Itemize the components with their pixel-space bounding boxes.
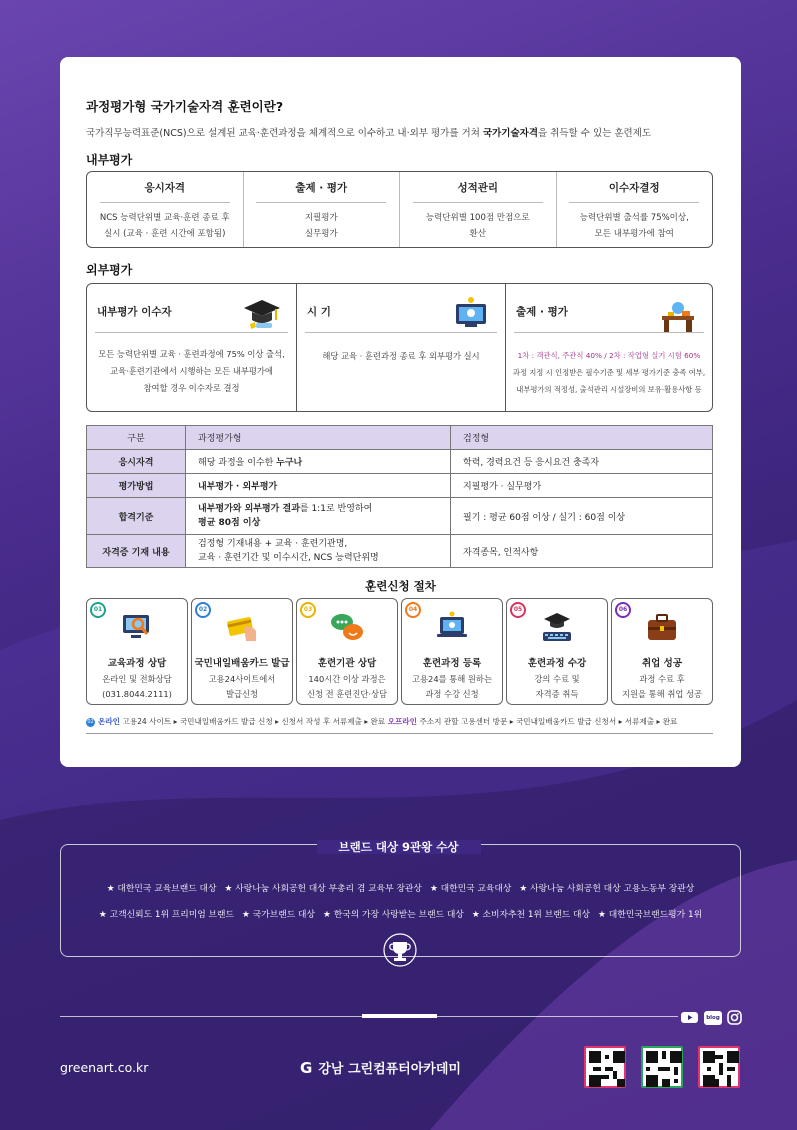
step-title: 취업 성공 <box>641 658 682 669</box>
academy-logo: G 강남 그린컴퓨터아카데미 <box>300 1059 461 1077</box>
internal-col-title: 이수자결정 <box>608 182 660 194</box>
internal-col <box>399 172 556 247</box>
qr-code-2 <box>641 1046 683 1088</box>
brand-title: 브랜드 대상 9관왕 수상 <box>0 836 797 855</box>
instagram-icon[interactable] <box>727 1009 742 1025</box>
award-item: ★ 고객신뢰도 1위 프리미엄 브랜드 <box>98 910 235 920</box>
website-url[interactable]: greenart.co.kr <box>60 1060 149 1075</box>
info-card <box>60 57 741 767</box>
step-number: 05 <box>510 602 526 618</box>
award-item: ★ 대한민국브랜드평가 1위 <box>598 910 703 920</box>
trophy-icon <box>382 932 418 968</box>
intro-text: 국가직무능력표준(NCS)으로 설계된 교육·훈련과정을 체계적으로 이수하고 내·외부 평가를 거쳐 국가기술자격을 취득할 수 있는 훈련제도 <box>86 128 652 139</box>
process-steps <box>86 598 713 705</box>
process-step <box>296 598 398 705</box>
step-desc: 자격증 취득 <box>535 689 579 699</box>
internal-col-title: 응시자격 <box>144 182 186 194</box>
process-step <box>191 598 293 705</box>
step-desc: (031.8044.2111) <box>102 689 172 699</box>
award-item: ★ 사랑나눔 사회공헌 대상 부총리 겸 교육부 장관상 <box>224 884 422 894</box>
process-heading: 훈련신청 절차 <box>365 579 436 593</box>
internal-col <box>243 172 400 247</box>
monitor-icon <box>451 294 491 334</box>
step-number: 04 <box>405 602 421 618</box>
youtube-icon[interactable] <box>681 1009 698 1025</box>
award-item: ★ 국가브랜드 대상 <box>242 910 316 920</box>
chat-icon <box>329 609 365 645</box>
search-monitor-icon <box>119 609 155 645</box>
internal-heading: 내부평가 <box>86 153 133 167</box>
process-step <box>506 598 608 705</box>
comparison-table <box>86 425 713 568</box>
step-title: 훈련과정 수강 <box>527 658 587 669</box>
external-heading: 외부평가 <box>86 263 133 277</box>
step-desc: 고용24사이트에서 <box>208 674 276 684</box>
divider <box>86 733 713 734</box>
qr-code-3 <box>698 1046 740 1088</box>
table-row: 자격증 기재 내용 검정형 기재내용 + 교육 · 훈련기관명, 교육 · 훈련기간 및 이수시간, NCS 능력단위명 자격종목, 인적사항 <box>87 535 713 568</box>
process-step <box>401 598 503 705</box>
award-item: ★ 소비자추천 1위 브랜드 대상 <box>471 910 591 920</box>
card-icon <box>224 609 260 645</box>
external-col-timing: 시 기 해당 교육 · 훈련과정 종료 후 외부평가 실시 <box>296 284 505 411</box>
table-row: 합격기준 내부평가와 외부평가 결과를 1:1로 반영하여 평균 80점 이상 필기 : 평균 60점 이상 / 실기 : 60점 이상 <box>87 498 713 535</box>
step-title: 교육과정 상담 <box>107 658 167 669</box>
award-item: ★ 대한민국 교육브랜드 대상 <box>106 884 217 894</box>
desk-icon <box>658 294 698 334</box>
laptop-icon <box>434 609 470 645</box>
step-number: 01 <box>90 602 106 618</box>
page-title: 과정평가형 국가기술자격 훈련이란? <box>86 99 284 114</box>
step-desc: 온라인 및 전화상담 <box>102 674 172 684</box>
qr-code-1-icon <box>589 1051 625 1087</box>
award-item: ★ 사랑나눔 사회공헌 대상 고용노동부 장관상 <box>519 884 695 894</box>
internal-col-title: 성적관리 <box>457 182 499 194</box>
step-title: 훈련과정 등록 <box>422 658 482 669</box>
step-desc: 140시간 이상 과정은 <box>308 674 386 684</box>
step-desc: 강의 수료 및 <box>534 674 580 684</box>
step-title: 국민내일배움카드 발급 <box>194 658 290 669</box>
step-desc: 과정 수강 신청 <box>425 689 479 699</box>
internal-col-line: 지필평가 <box>304 213 338 223</box>
qr-code-1 <box>584 1046 626 1088</box>
step-desc: 고용24를 통해 원하는 <box>412 674 492 684</box>
cap-keyboard-icon <box>539 609 575 645</box>
step-desc: 신청 전 훈련진단·상담 <box>306 689 388 699</box>
logo-g-icon: G <box>300 1059 313 1077</box>
awards-row-2 <box>60 907 741 920</box>
footer-divider-accent <box>362 1014 437 1018</box>
qr-code-3-icon <box>703 1051 739 1087</box>
external-col-grading: 출제 · 평가 1차 : 객관식, 주관식 40% / 2차 : 작업형 실기 시험 60% 과정 지정 시 인정받은 필수기준 및 세부 평가기준 충족 여부, 내부평가의 적정성, 출석관리 시설장비의 보유·활용사항 등 <box>505 284 712 411</box>
awards-row-1 <box>60 881 741 894</box>
table-row: 응시자격 해당 과정을 이수한 누구나 학력, 경력요건 등 응시요건 충족자 <box>87 450 713 474</box>
internal-eval-box <box>86 171 713 248</box>
table-row: 평가방법 내부평가 · 외부평가 지필평가 · 실무평가 <box>87 474 713 498</box>
internal-col-line: 실시 (교육 · 훈련 시간에 포함됨) <box>104 229 226 239</box>
step-desc: 발급신청 <box>225 689 259 699</box>
internal-col-line: 모든 내부평가에 참여 <box>594 229 674 239</box>
internal-col <box>87 172 243 247</box>
internal-col-line: 능력단위별 100점 만점으로 <box>425 213 530 223</box>
internal-col-title: 출제 · 평가 <box>295 182 348 194</box>
step-number: 02 <box>195 602 211 618</box>
internal-col-line: 실무평가 <box>304 229 338 239</box>
table-header-row: 구분 과정평가형 검정형 <box>87 426 713 450</box>
process-step <box>86 598 188 705</box>
award-item: ★ 대한민국 교육대상 <box>429 884 512 894</box>
internal-col-line: 환산 <box>469 229 486 239</box>
step-desc: 과정 수료 후 <box>639 674 685 684</box>
application-note: 02 온라인 고용24 사이트 ▸ 국민내일배움카드 발급 신청 ▸ 신청서 작성 후 서류제출 ▸ 완료 오프라인 주소지 관할 고용센터 방문 ▸ 국민내일배움카드 발급 신청서 ▸ 서류제출 ▸ 완료 <box>87 717 678 726</box>
external-eval-box <box>86 283 713 412</box>
internal-col <box>556 172 713 247</box>
internal-col-line: NCS 능력단위별 교육·훈련 종료 후 <box>99 213 230 223</box>
internal-col-line: 능력단위별 출석률 75%이상, <box>579 213 689 223</box>
qr-code-2-icon <box>646 1051 682 1087</box>
step-number: 06 <box>615 602 631 618</box>
process-step <box>611 598 713 705</box>
step-number: 03 <box>300 602 316 618</box>
briefcase-icon <box>644 609 680 645</box>
graduation-cap-icon <box>242 294 282 334</box>
step-desc: 지원을 통해 취업 성공 <box>621 689 703 699</box>
external-col-completer: 내부평가 이수자 모든 능력단위별 교육 · 훈련과정에 75% 이상 출석, 교육·훈련기관에서 시행하는 모든 내부평가에 참여할 경우 이수자로 결정 <box>87 284 296 411</box>
blog-icon[interactable]: blog <box>704 1011 722 1025</box>
award-item: ★ 한국의 가장 사랑받는 브랜드 대상 <box>323 910 464 920</box>
step-title: 훈련기관 상담 <box>317 658 377 669</box>
